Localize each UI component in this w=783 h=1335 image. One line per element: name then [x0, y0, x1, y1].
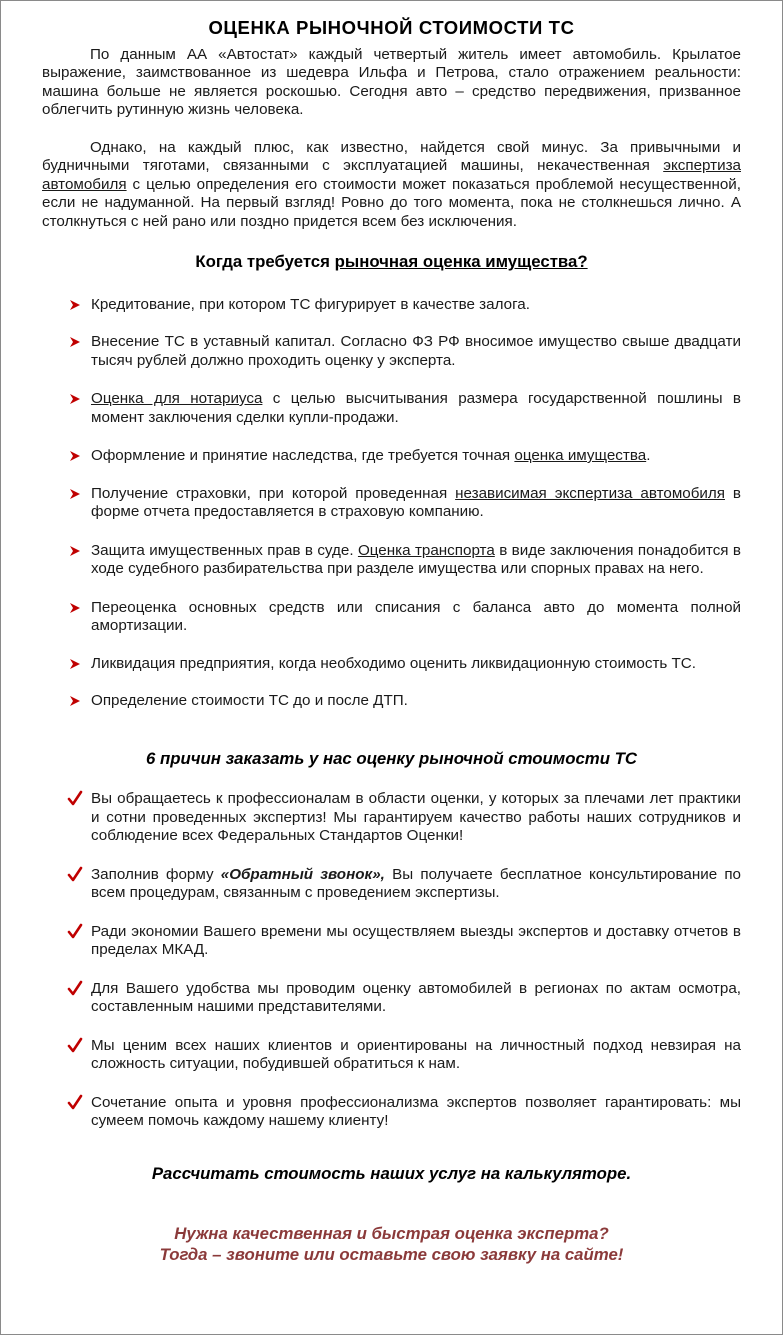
link-property-valuation[interactable]: оценка имущества — [514, 447, 647, 464]
call-to-action — [42, 1223, 741, 1265]
list-item — [42, 790, 741, 846]
list-item — [42, 692, 741, 711]
checkmark-icon — [67, 980, 83, 998]
paragraph-gap — [42, 120, 741, 139]
chevron-right-icon — [67, 333, 83, 351]
list-item-text: Мы ценим всех наших клиентов и ориентированы на личностный подход невзирая на сложность ситуации, побудившей обратиться к нам. — [91, 1036, 741, 1072]
checkmark-icon — [67, 866, 83, 884]
chevron-right-icon — [67, 655, 83, 673]
list-item — [42, 542, 741, 579]
list-item-text: Сочетание опыта и уровня профессионализма экспертов позволяет гарантировать: мы сумеем помочь каждому нашему клиенту! — [91, 1093, 741, 1129]
reasons-section-title: 6 причин заказать у нас оценку рыночной стоимости ТС — [146, 748, 637, 768]
list-item-text: в форме отчета предоставляется в страховую компанию. — [91, 484, 741, 520]
reasons-list — [42, 790, 741, 1131]
cta-line-1: Нужна качественная и быстрая оценка эксперта? — [174, 1224, 609, 1243]
list-item-text: Определение стоимости ТС до и после ДТП. — [91, 692, 408, 709]
chevron-right-icon — [67, 692, 83, 710]
list-item — [42, 485, 741, 522]
intro-p2-text-b: с целью определения его стоимости может показаться проблемой несущественной, если не надуманной. На первый взгляд! Ровно до того момента, пока не столкнешься лично. А столкнуться с ней рано или поздно придется всем без исключения. — [42, 175, 741, 230]
list-item-text: Ради экономии Вашего времени мы осуществляем выезды экспертов и доставку отчетов в пределах МКАД. — [91, 922, 741, 958]
chevron-right-icon — [67, 599, 83, 617]
page-title: ОЦЕНКА РЫНОЧНОЙ СТОИМОСТИ ТС — [208, 17, 575, 38]
list-item-text: Получение страховки, при которой проведенная — [91, 484, 456, 502]
link-car-expertise[interactable]: экспертиза автомобиля — [42, 157, 741, 193]
link-market-valuation[interactable]: рыночная оценка имущества? — [334, 252, 588, 271]
list-item-text: в виде заключения понадобится в ходе судебного разбирательства при разделе имущества или спорных правах на него. — [91, 541, 741, 577]
list-item-text: Вы получаете бесплатное консультирование по всем процедурам, связанным с проведением экспертизы. — [91, 865, 742, 901]
list-item-text: Ликвидация предприятия, когда необходимо оценить ликвидационную стоимость ТС. — [91, 654, 696, 672]
checkmark-icon — [67, 923, 83, 941]
list-item — [42, 866, 741, 903]
checkmark-icon — [67, 1094, 83, 1112]
list-item — [42, 980, 741, 1017]
intro-paragraph-2 — [42, 139, 741, 232]
cta-line-2: Тогда – звоните или оставьте свою заявку на сайте! — [159, 1245, 624, 1264]
chevron-right-icon — [67, 542, 83, 560]
chevron-right-icon — [67, 390, 83, 408]
intro-p2-text-a: Однако, на каждый плюс, как известно, найдется свой минус. За привычными и будничными тяготами, связанными с эксплуатацией машины, некачественная — [42, 138, 741, 174]
list-item-text: . — [646, 447, 651, 464]
link-independent-expertise[interactable]: независимая экспертиза автомобиля — [455, 484, 725, 502]
list-item-text: Переоценка основных средств или списания с баланса авто до момента полной амортизации. — [91, 598, 741, 634]
list-item-text: Защита имущественных прав в суде. — [91, 541, 358, 559]
list-item-text: Заполнив форму — [91, 865, 221, 883]
list-item — [42, 390, 741, 427]
link-notary-valuation[interactable]: Оценка для нотариуса — [91, 390, 263, 407]
when-list — [42, 296, 741, 711]
list-item-text: Для Вашего удобства мы проводим оценку автомобилей в регионах по актам осмотра, составленным нашими представителями. — [91, 979, 741, 1015]
chevron-right-icon — [67, 296, 83, 314]
calculator-link[interactable]: Рассчитать стоимость наших услуг на калькуляторе. — [151, 1163, 632, 1183]
chevron-right-icon — [67, 485, 83, 503]
chevron-right-icon — [67, 447, 83, 465]
when-title-text: Когда требуется — [195, 252, 335, 271]
list-item-text: Внесение ТС в уставный капитал. Согласно ФЗ РФ вносимое имущество свыше двадцати тысяч рублей должно проходить оценку у эксперта. — [91, 333, 741, 369]
list-item — [42, 333, 741, 370]
checkmark-icon — [67, 790, 83, 808]
when-section-title — [42, 253, 741, 272]
list-item-text: Кредитование, при котором ТС фигурирует в качестве залога. — [91, 295, 530, 313]
list-item-text: Вы обращаетесь к профессионалам в области оценки, у которых за плечами лет практики и сотни проведенных экспертиз! Мы гарантируем качество работы наших сотрудников и соблюдение всех Федеральных Стандартов Оценки! — [91, 790, 741, 844]
checkmark-icon — [67, 1037, 83, 1055]
list-item — [42, 296, 741, 315]
list-item — [42, 1094, 741, 1131]
link-transport-valuation[interactable]: Оценка транспорта — [357, 541, 495, 559]
callback-form-link[interactable]: «Обратный звонок», — [220, 865, 385, 883]
list-item-text: Оформление и принятие наследства, где требуется точная — [91, 447, 515, 464]
list-item — [42, 599, 741, 636]
list-item — [42, 1037, 741, 1074]
list-item — [42, 923, 741, 960]
list-item — [42, 447, 741, 466]
list-item — [42, 655, 741, 674]
list-item-text: с целью высчитывания размера государственной пошлины в момент заключения сделки купли-продажи. — [91, 390, 741, 426]
intro-paragraph-1: По данным АА «Автостат» каждый четвертый житель имеет автомобиль. Крылатое выражение, заимствованное из шедевра Ильфа и Петрова, стало отражением реальности: машина больше не является роскошью. Сегодня авто – средство передвижения, призванное облегчить рутинную жизнь человека. — [42, 45, 741, 118]
